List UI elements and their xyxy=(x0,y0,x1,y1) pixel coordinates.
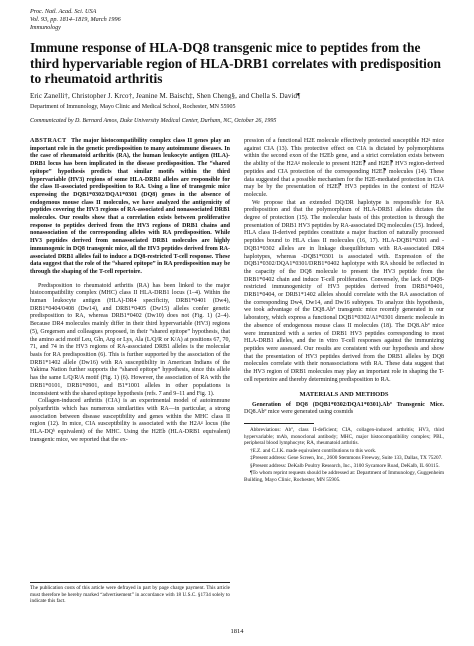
journal-header xyxy=(30,8,121,32)
footnote: Abbreviations: Abº, class II-deficient; CIA, collagen-induced arthritis; HV3, third hypervariable; mAb, monoclonal antibody; MHC, major histocompatibility complex; PBL, peripheral blood lymphocyte; RA, rheumatoid arthritis. xyxy=(244,426,444,447)
footnotes xyxy=(244,427,444,484)
publication-note xyxy=(30,582,230,605)
footnote: †E.Z. and C.J.K. made equivalent contributions to this work. xyxy=(250,447,377,454)
journal-name: Proc. Natl. Acad. Sci. USA xyxy=(30,8,97,15)
abstract-label: ABSTRACT xyxy=(30,138,67,144)
body-paragraph: We propose that an extended DQ/DR haplotype is responsible for RA predisposition and that the polymorphism of HLA-DRB1 alleles dictates the degree of protection (15). The molecular basis of this protection is through the presentation of DRB1 HV3 peptides by RA-associated DQ molecules (15). Indeed, HLA class II-derived peptides constitute a major fraction of naturally processed peptides bound to HLA class II molecules (16, 17). HLA-DQB1*0301 and -DQB1*0302 alleles are in linkage disequilibrium with RA-associated DR4 haplotypes, whereas -DQB1*0301 is associated with. Expression of the DQB1*0302/DQA1*0301/DRB1*0402 haplotype with RA should be reflected in the capacity of the DQ8 molecule to present the HV3 peptide from the DRB1*0402 chain and induce T-cell proliferation. Conversely, the lack of DQ8-restricted immunogenicity of HV3 peptides derived from DRB1*0401, DRB1*0404, or DRB1*1402 alleles should correlate with the RA association of the corresponding Dw4, Dw14, and Dw16 subtypes. To analyze this hypothesis, we took advantage of the DQ8.Abº transgenic mice recently generated in our laboratory, which express a functional DQB1*0302/A1*0301 dimeric molecule in the absence of endogenous mouse class II molecules (18). The DQ8.Abº mice were immunized with a series of DRB1 HV3 peptides corresponding to most HLA-DRB1 alleles, and the in vitro T-cell responses against the immunizing peptides were assessed. Our results are consistent with our hypothesis and show that the presentation of HV3 peptides derived from the DRB1 alleles by DQ8 molecules correlate with their nonassociations with RA. These data suggest that the HV3 region of DRB1 molecules may play an important role in shaping the T-cell repertoire and thereby determining predisposition to RA. xyxy=(244,199,444,383)
page-number: 1814 xyxy=(230,628,244,635)
footnote-rule xyxy=(30,582,230,583)
body-paragraph: pression of a functional H2E molecule effectively protected susceptible H2ᵍ mice against CIA (13). This protective effect on CIA is dictated by polymorphisms within the second exon of the H2Eb gene, and a strict correlation exists between the ability of the H2Aᵍ molecule to present H2E⁋ and H2E⁋ HV3 region-derived peptides and CIA protection of the corresponding H2E⁋ molecules (14). These data suggested that a possible mechanism for the H2E-mediated protection in CIA may be by the presentation of H2E⁋ HV3 peptides in the context of H2Aᵍ molecule. xyxy=(244,138,444,198)
body-paragraph: Collagen-induced arthritis (CIA) is an experimental model of autoimmune polyarthritis which has numerous similarities with RA—in particular, a strong association between disease susceptibility and genes within the MHC class II region (12). In mice, CIA susceptibility is associated with the H2Aᵍ locus (the HLA-DQᵇ equivalent) of the MHC. Using the H2Eb (HLA-DRB1 equivalent) transgenic mice, we reported that the ex- xyxy=(30,398,230,443)
abstract xyxy=(30,138,230,277)
body-paragraph: Predisposition to rheumatoid arthritis (RA) has been linked to the major histocompatibility complex (MHC) class II HLA-DRB1 locus (1–4). Within the human leukocyte antigen (HLA)-DR4 specificity, DRB1*0401 (Dw4), DRB1*0404/0408 (Dw14), and DRB1*0405 (Dw15) alleles confer genetic predisposition to RA, whereas DRB1*0402 (Dw10) does not (Fig. 1) (2–4). Because DR4 molecules mainly differ in their third hypervariable (HV3) regions (5), Gregersen and colleagues proposed, in their “shared epitope” hypothesis, that the amino acid motif Leu, Gln, Arg or Lys, Ala (L/Q/R or K/A) at positions 67, 70, 71, and 74 in the HV3 regions of RA-associated DRB1 alleles is the molecular basis for RA predisposition (6). This is further supported by the association of the DRB1*1402 allele (Dw16) with RA susceptibility in American Indians of the Yakima Nation further supports the “shared epitope” hypothesis, since this allele has the same L/Q/R/A motif (Fig. 1) (6). However, the association of RA with the DRB1*0101, DRB1*0901, and B1*1001 alleles in other populations is inconsistent with the shared epitope hypothesis (refs. 7 and 9–11 and Fig. 1). xyxy=(30,282,230,397)
section-heading: MATERIALS AND METHODS xyxy=(299,390,389,398)
footnote: ¶To whom reprint requests should be addressed at: Department of Immunology, Guggenheim Building, Mayo Clinic, Rochester, MN 55905. xyxy=(244,470,444,484)
subsection-text: DQ8.Abº mice were generated using cosmids xyxy=(244,409,354,416)
footnote-rule xyxy=(244,423,314,424)
communicated-by: Communicated by D. Bernard Amos, Duke University Medical Center, Durham, NC, October 26, 1995 xyxy=(30,118,277,124)
author-list: Eric Zanelli†, Christopher J. Krco†, Jeanine M. Baisch‡, Shen Cheng§, and Chella S. David¶ xyxy=(30,92,301,100)
journal-volume: Vol. 93, pp. 1814–1819, March 1996 xyxy=(30,16,121,23)
right-body-text xyxy=(244,138,444,385)
paper-title: Immune response of HLA-DQ8 transgenic mice to peptides from the third hypervariable region of HLA-DRB1 correlates with predisposition to rheumatoid arthritis xyxy=(30,40,442,86)
left-column xyxy=(30,138,230,444)
abstract-text: The major histocompatibility complex class II genes play an important role in the genetic predisposition to many autoimmune diseases. In the case of rheumatoid arthritis (RA), the human leukocyte antigen (HLA)-DRB1 locus has been implicated in the disease predisposition. The “shared epitope” hypothesis predicts that similar motifs within the third hypervariable (HV3) regions of some HLA-DRB1 alleles are responsible for the class II-associated predisposition to RA. Using a line of transgenic mice expressing the DQB1*0302/DQA1*0301 (DQ8) genes in the absence of endogenous mouse class II molecules, we have analyzed the antigenicity of peptides covering the HV3 regions of RA-associated and nonassociated DRB1 molecules. Our results show that a correlation exists between proliferative response to peptides derived from the HV3 regions of DRB1 chains and nonassociation of the corresponding alleles with RA predisposition. While HV3 peptides derived from nonassociated DRB1 molecules are highly immunogenic in DQ8 transgenic mice, all the HV3 peptides derived from RA-associated DRB1 alleles fail to induce a DQ8-restricted T-cell response. These data suggest that the role of the “shared epitope” in RA predisposition may be through the shaping of the T-cell repertoire. xyxy=(30,138,230,275)
right-column xyxy=(244,138,444,485)
methods-subsection xyxy=(244,402,444,417)
affiliation: Department of Immunology, Mayo Clinic and Medical School, Rochester, MN 55905 xyxy=(30,104,236,110)
page-charge-note: The publication costs of this article were defrayed in part by page charge payment. This article must therefore be hereby marked “advertisement” in accordance with 18 U.S.C. §1734 solely to indicate this fact. xyxy=(30,585,230,605)
intro-text xyxy=(30,283,230,445)
subsection-heading: Generation of DQ8 (DQB1*0302/DQA1*0301).Abº Transgenic Mice. xyxy=(252,401,444,408)
journal-section: Immunology xyxy=(30,24,61,31)
footnote: ‡Present address: Gene Screen, Inc., 2600 Stemmons Freeway, Suite 133, Dallas, TX 75207. xyxy=(250,455,443,462)
footnote: §Present address: DeKalb Poultry Research, Inc., 3100 Sycamore Road, DeKalb, IL 60115. xyxy=(250,462,440,469)
